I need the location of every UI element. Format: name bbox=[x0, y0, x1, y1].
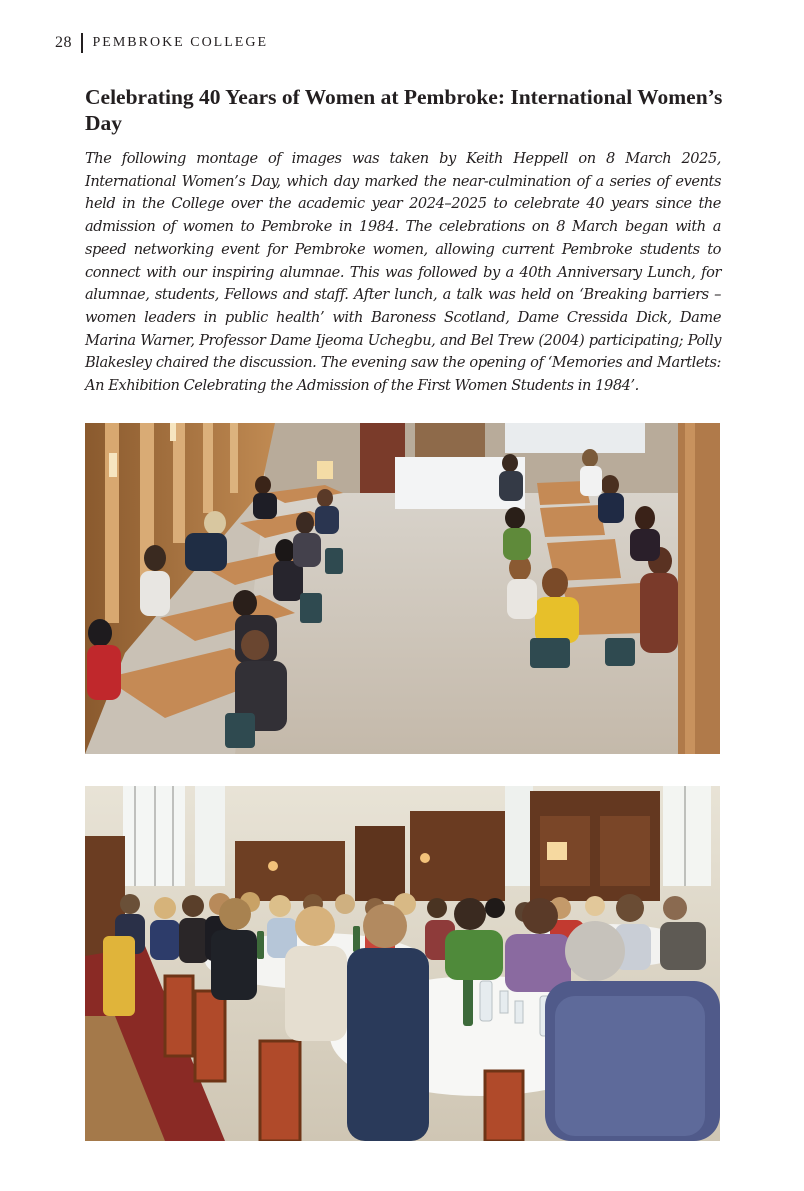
networking-event-photo bbox=[85, 423, 720, 754]
header-divider bbox=[81, 33, 83, 53]
running-header bbox=[55, 32, 268, 54]
anniversary-lunch-photo bbox=[85, 786, 720, 1141]
article-body: The following montage of images was taken by Keith Heppell on 8 March 2025, International Women’s Day, which day marked the near-culmination of a series of events held in the College over the academic year 2024–2025 to celebrate 40 years since the admission of women to Pembroke in 1984. The celebrations on 8 March began with a speed networking event for Pembroke women, allowing current Pembroke students to connect with our inspiring alumnae. This was followed by a 40th Anniversary Lunch, for alumnae, students, Fellows and staff. After lunch, a talk was held on ‘Breaking barriers – women leaders in public health’ with Baroness Scotland, Dame Cressida Dick, Dame Marina Warner, Professor Dame Ijeoma Uchegbu, and Bel Trew (2004) participating; Polly Blakesley chaired the discussion. The evening saw the opening of ‘Memories and Martlets: An Exhibition Celebrating the Admission of the First Women Students in 1984’. bbox=[85, 150, 721, 395]
publication-name: PEMBROKE COLLEGE bbox=[92, 35, 268, 50]
page-number: 28 bbox=[55, 34, 72, 51]
article-title: Celebrating 40 Years of Women at Pembroke: International Women’s Day bbox=[85, 85, 723, 135]
